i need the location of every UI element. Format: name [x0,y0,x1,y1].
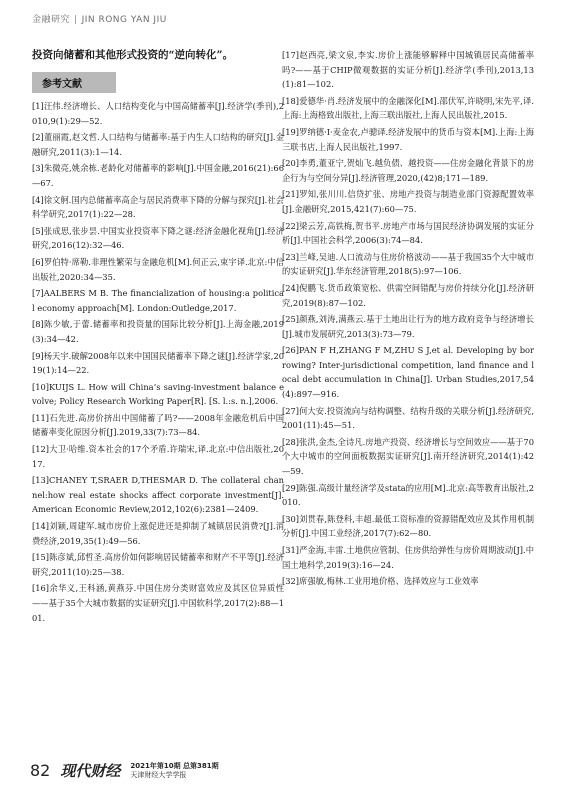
reference-item: [20]李勇,董亚宁,贺灿飞.越负债、越投资——住房金融化背景下的房企行为与空间分异[J].经济管理,2020,(42)8;171—189. [282,158,534,183]
reference-item: [21]罗知,张川川.信贷扩张、房地产投资与制造业部门资源配置效率[J].金融研究,2015,421(7):60—75. [282,189,534,214]
reference-item: [7]AALBERS M B. The financialization of housing:a political economy approach[M]. London:Outledge,2017. [32,288,284,313]
reference-item: [5]张成思,张步昙.中国实业投资率下降之谜:经济金融化视角[J].经济研究,2016(12):32—46. [32,225,284,251]
reference-item: [10]KUIJS L. How will China’s saving-investment balance evolve; Policy Research Working Paper[R]. [S. l.:s. n.],2006. [32,381,284,407]
header-title-en: JIN RONG YAN JIU [81,15,167,25]
running-header [32,12,167,25]
issue-info [130,762,218,780]
header-title-cn: 金融研究 [32,15,71,25]
publisher-line: 天津财经大学学报 [130,770,187,779]
reference-item: [8]陈少敏,于蕾.储蓄率和投资量的国际比较分析[J].上海金融,2019(3):34—42. [32,319,284,344]
reference-item: [3]朱微亮,姚余栋.老龄化对储蓄率的影响[J].中国金融,2016(21):66—67. [32,163,284,188]
reference-item: [32]席强敏,梅林.工业用地价格、选择效应与工业效率 [282,576,479,587]
reference-item: [16]余华义,王科涵,黄燕芬.中国住房分类财富效应及其区位异质性——基于35个大城市数据的实证研究[J].中国软科学,2017(2):88—101. [32,583,284,623]
page-number: 82 [30,761,51,780]
reference-item: [17]赵西亮,梁文泉,李实.房价上涨能够解释中国城镇居民高储蓄率吗?——基于CHIP微观数据的实证分析[J].经济学(季刊),2013,13(1):81—102. [282,50,534,90]
reference-item: [14]刘颖,周建军.城市房价上涨促进还是抑制了城镇居民消费?[J].消费经济,2019,35(1):49—56. [32,521,284,546]
reference-item: [12]大卫·哈维.资本社会的17个矛盾.许瑞宋,译.北京:中信出版社,2017. [32,444,284,469]
reference-item: [30]刘贯春,陈登科,丰超.最低工资标准的资源错配效应及其作用机制分析[J].中国工业经济,2017(7):62—80. [282,513,534,539]
reference-item: [4]徐文舸.国内总储蓄率高企与居民消费率下降的分解与探究[J].社会科学研究,2017(1):22—28. [32,194,284,220]
reference-item: [18]爱德华·肖.经济发展中的金融深化[M].邵伏军,许晓明,宋先平,译.上海:上海格致出版社,上海三联出版社,上海人民出版社,2015. [282,95,534,121]
intro-text: 投资向储蓄和其他形式投资的“逆向转化”。 [32,49,234,61]
reference-item: [13]CHANEY T,SRAER D,THESMAR D. The collateral channel:how real estate shocks affect corporate investment[J]. American Economic Review,2012,102(6):2381—2409. [32,475,284,515]
reference-item: [25]颜燕,刘涛,满燕云.基于土地出让行为的地方政府竞争与经济增长[J].城市发展研究,2013(3):73—79. [282,314,534,339]
journal-logo: 现代财经 [60,762,121,780]
left-reference-list [32,99,284,625]
reference-item: [6]罗伯特·席勒.非理性繁荣与金融危机[M].何正云,束宇译.北京:中信出版社,2020:34—35. [32,256,284,282]
reference-item: [22]梁云芳,高铁梅,贺书平.房地产市场与国民经济协调发展的实证分析[J].中国社会科学,2006(3):74—84. [282,220,534,246]
reference-item: [11]石先进.高房价挤出中国储蓄了吗?——2008年金融危机后中国储蓄率变化原因分析[J].2019,33(7):73—84. [32,412,284,438]
issue-line: 2021年第10期 总第381期 [130,761,219,770]
header-separator: | [74,15,78,25]
reference-item: [15]陈彦斌,邱哲圣.高房价如何影响居民储蓄率和财产不平等[J].经济研究,2011(10):25—38. [32,552,284,577]
reference-item: [23]兰峰,吴迪.人口流动与住房价格波动——基于我国35个大中城市的实证研究[J].华东经济管理,2018(5):97—106. [282,251,534,277]
reference-item: [2]董丽霞,赵文哲.人口结构与储蓄率:基于内生人口结构的研究[J].金融研究,2011(3):1—14. [32,132,284,157]
right-column [282,48,534,591]
reference-item: [26]PAN F H,ZHANG F M,ZHU S J,et al. Developing by borrowing? Inter-jurisdictional competition, land finance and local debt accumulation in China[J]. Urban Studies,2017,54(4):897—916. [282,345,534,400]
reference-item: [29]陈强.高级计量经济学及stata的应用[M].北京:高等教育出版社,2010. [282,482,534,508]
reference-item: [27]何大安.投资流向与结构调整、结构升级的关联分析[J].经济研究,2001(11):45—51. [282,405,534,431]
reference-item: [24]倪鹏飞.货币政策宽松、供需空间错配与房价持续分化[J].经济研究,2019(8):87—102. [282,282,534,308]
page-footer [30,760,219,781]
left-column [32,48,284,627]
references-heading: 参考文献 [32,72,116,93]
right-reference-list [282,48,534,589]
reference-item: [19]罗纳德·I·麦金农,卢骢译.经济发展中的货币与资本[M].上海:上海三联书店,上海人民出版社,1997. [282,126,534,152]
reference-item: [9]杨天宇.破解2008年以来中国国民储蓄率下降之谜[J].经济学家,2019(1):14—22. [32,350,284,376]
reference-item: [31]严金海,丰雷.土地供应管制、住房供给弹性与房价周期波动[J].中国土地科学,2019(3):16—24. [282,545,534,570]
reference-item: [1]汪伟.经济增长、人口结构变化与中国高储蓄率[J].经济学(季刊),2010,9(1):29—52. [32,101,284,126]
reference-item: [28]张洪,金杰,全诗凡.房地产投资、经济增长与空间效应——基于70个大中城市的空间面板数据实证研究[J].南开经济研究,2014(1):42—59. [282,436,534,477]
